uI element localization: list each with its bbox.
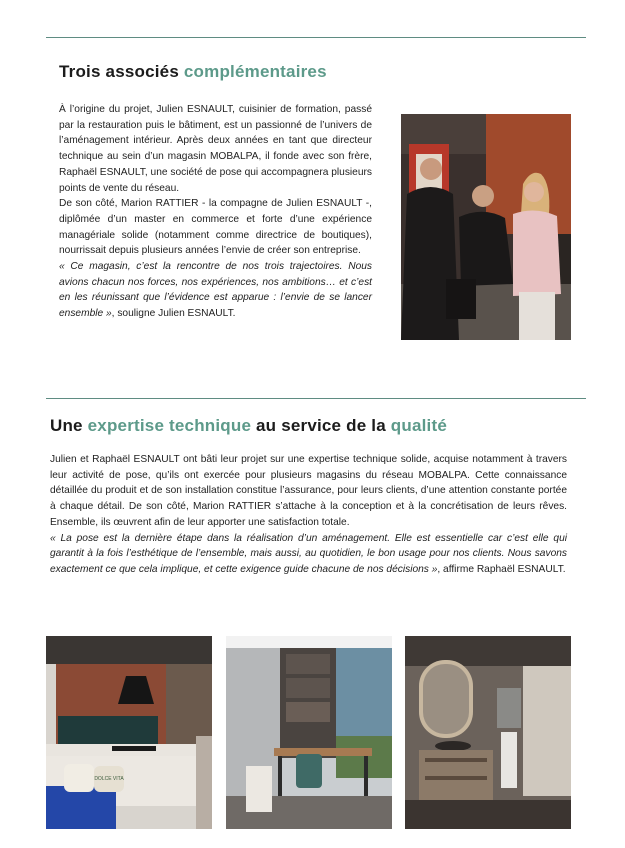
middle-divider: [46, 398, 586, 399]
quote-raphael: « La pose est la dernière étape dans la réalisation d’un aménagement. Elle est essentielle car c’est elle qui garantit à la fois l’esthétique de l’ensemble, mais aussi, au quotidien, le bon usage pour nos clients. Nous savons exactement ce que cela implique, et cette exigence guide chacune de nos décisions »: [50, 532, 567, 575]
intro-paragraph: [59, 102, 372, 322]
desk-photo: [226, 636, 392, 829]
para-marion: De son côté, Marion RATTIER - la compagne de Julien ESNAULT -, diplômée d’un master en commerce et forte d’une expérience managériale solide (notamment comme directrice de boutiques), nourrissait depuis plusieurs années l’envie de créer son entreprise.: [59, 198, 372, 257]
bathroom-photo: [405, 636, 571, 829]
section-title-associes: [59, 62, 327, 82]
title-text: Trois associés: [59, 62, 184, 81]
quote-attribution: , souligne Julien ESNAULT.: [111, 308, 236, 320]
pillow-text: DOLCE VITA: [94, 776, 124, 782]
para-origin: À l’origine du projet, Julien ESNAULT, cuisinier de formation, passé par la restauration puis le bâtiment, est un passionné de l’univers de l’aménagement intérieur. Après deux années en tant que directeur technique au sein d’un magasin MOBALPA, il fonde avec son frère, Raphaël ESNAULT, une société de pose qui accompagnera plusieurs points de vente du réseau.: [59, 104, 372, 194]
title-accent-1: expertise technique: [87, 416, 252, 435]
quote-attribution-2: , affirme Raphaël ESNAULT.: [437, 563, 566, 575]
expertise-paragraph: [50, 452, 567, 578]
team-photo: [401, 114, 571, 340]
top-divider: [46, 37, 586, 38]
title-accent-2: qualité: [390, 416, 447, 435]
quote-julien: « Ce magasin, c’est la rencontre de nos trois trajectoires. Nous avions chacun nos forces, nos expériences, nos ambitions… et c’est en les réunissant que l’évidence est apparue : l’envie de se lancer ensemble »: [59, 261, 372, 320]
title-accent: complémentaires: [183, 62, 327, 81]
title-text: Une: [50, 416, 88, 435]
title-text-2: au service de la: [251, 416, 391, 435]
section-title-expertise: [50, 416, 447, 436]
kitchen-photo: [46, 636, 212, 829]
para-expertise: Julien et Raphaël ESNAULT ont bâti leur projet sur une expertise technique solide, acquise notamment à travers leur activité de pose, qu’ils ont exercée pour plusieurs magasins du réseau MOBALPA. Cette connaissance détaillée du produit et de son installation constitue l’assurance, pour leurs clients, d’une attention constante portée à chaque détail. De son côté, Marion RATTIER s’attache à la conception et à la concrétisation de leurs rêves. Ensemble, ils œuvrent afin de leur apporter une satisfaction totale.: [50, 454, 567, 528]
